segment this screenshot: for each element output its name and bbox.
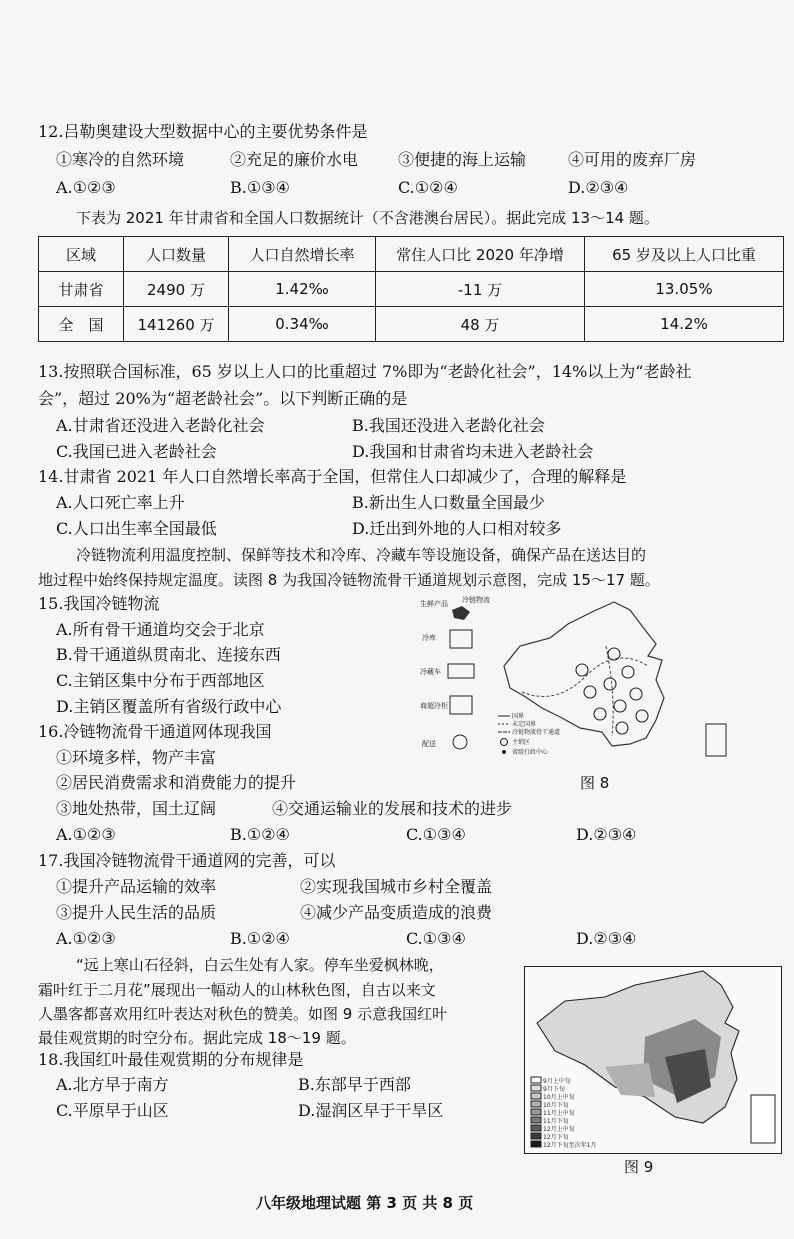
q16-choice-b: B.①②④ bbox=[230, 825, 290, 844]
table-cell: 1.42‰ bbox=[229, 272, 376, 307]
intro15-line2: 地过程中始终保持规定温度。读图 8 为我国冷链物流骨干通道规划示意图，完成 15～17 题。 bbox=[38, 571, 660, 589]
q12-choice-c: C.①②④ bbox=[398, 178, 458, 197]
legend-label: 10月上中旬 bbox=[543, 1094, 575, 1101]
legend-label: 12月下旬 bbox=[543, 1134, 569, 1141]
q16-stem: 16.冷链物流骨干通道网体现我国 bbox=[38, 722, 272, 741]
legend-label: 冷链物流骨干通道 bbox=[512, 729, 561, 736]
table-header-row bbox=[39, 237, 784, 272]
legend-swatch bbox=[531, 1141, 541, 1147]
table-cell: 141260 万 bbox=[124, 307, 229, 342]
q16-choice-a: A.①②③ bbox=[56, 825, 116, 844]
legend-swatch bbox=[531, 1101, 541, 1107]
sales-region-marker bbox=[636, 710, 648, 722]
shop-freezer-icon bbox=[450, 696, 472, 714]
q13-choice-d: D.我国和甘肃省均未进入老龄社会 bbox=[352, 442, 594, 461]
legend-label: 10月下旬 bbox=[543, 1102, 569, 1109]
q17-choice-a: A.①②③ bbox=[56, 929, 116, 948]
table-cell: -11 万 bbox=[376, 272, 585, 307]
q17-stem: 17.我国冷链物流骨干通道网的完善，可以 bbox=[38, 851, 336, 870]
table-row bbox=[39, 272, 784, 307]
legend-label: 国界 bbox=[512, 713, 525, 720]
figure-9-caption: 图 9 bbox=[624, 1158, 654, 1176]
legend-swatch bbox=[531, 1085, 541, 1091]
intro18-line3: 人墨客都喜欢用红叶表达对秋色的赞美。如图 9 示意我国红叶 bbox=[38, 1005, 448, 1023]
table-cell: 0.34‰ bbox=[229, 307, 376, 342]
q14-stem: 14.甘肃省 2021 年人口自然增长率高于全国，但常住人口却减少了，合理的解释是 bbox=[38, 467, 627, 486]
q18-choice-c: C.平原早于山区 bbox=[56, 1101, 169, 1120]
q18-choice-a: A.北方早于南方 bbox=[56, 1075, 169, 1094]
flow-label: 商超冷柜 bbox=[420, 702, 448, 710]
table-cell: 14.2% bbox=[585, 307, 784, 342]
red-leaf-map bbox=[525, 967, 781, 1153]
legend-label: 未定国界 bbox=[512, 721, 537, 728]
q16-option-3: ③地处热带，国土辽阔 bbox=[56, 799, 217, 818]
sales-region-marker bbox=[630, 688, 642, 700]
sales-region-marker bbox=[622, 666, 634, 678]
legend-label: 省级行政中心 bbox=[512, 749, 549, 756]
sales-region-marker bbox=[616, 722, 628, 734]
trunk-route bbox=[522, 658, 648, 696]
q15-choice-a: A.所有骨干通道均交会于北京 bbox=[56, 620, 265, 639]
q16-choice-c: C.①③④ bbox=[406, 825, 466, 844]
q13-choice-c: C.我国已进入老龄社会 bbox=[56, 442, 217, 461]
figure-9 bbox=[524, 966, 782, 1154]
table-header: 常住人口比 2020 年净增 bbox=[376, 237, 585, 272]
intro15-line1: 冷链物流利用温度控制、保鲜等技术和冷库、冷藏车等设施设备，确保产品在送达目的 bbox=[76, 546, 647, 564]
q13-stem-line2: 会”，超过 20%为“超老龄社会”。以下判断正确的是 bbox=[38, 389, 408, 408]
q12-option-1: ①寒冷的自然环境 bbox=[56, 150, 185, 169]
truck-icon bbox=[448, 664, 474, 678]
intro18-line4: 最佳观赏期的时空分布。据此完成 18～19 题。 bbox=[38, 1029, 356, 1047]
q13-choice-a: A.甘肃省还没进入老龄化社会 bbox=[56, 416, 265, 435]
q13-choice-b: B.我国还没进入老龄化社会 bbox=[352, 416, 545, 435]
legend-swatch bbox=[531, 1133, 541, 1139]
table-cell: 2490 万 bbox=[124, 272, 229, 307]
table-intro: 下表为 2021 年甘肃省和全国人口数据统计（不含港澳台居民）。据此完成 13～14 题。 bbox=[76, 209, 659, 227]
population-table bbox=[38, 236, 784, 342]
q15-choice-c: C.主销区集中分布于西部地区 bbox=[56, 671, 265, 690]
region-shade bbox=[605, 1063, 655, 1097]
table-header: 65 岁及以上人口比重 bbox=[585, 237, 784, 272]
q12-option-4: ④可用的废弃厂房 bbox=[568, 150, 697, 169]
q16-choice-d: D.②③④ bbox=[576, 825, 637, 844]
q14-choice-c: C.人口出生率全国最低 bbox=[56, 519, 217, 538]
legend bbox=[531, 1077, 596, 1149]
legend-marker bbox=[502, 750, 506, 754]
q14-choice-d: D.迁出到外地的人口相对较多 bbox=[352, 519, 562, 538]
legend-label: 11月下旬 bbox=[543, 1118, 569, 1125]
q12-choice-b: B.①③④ bbox=[230, 178, 290, 197]
legend-marker bbox=[501, 739, 508, 746]
table-cell: 13.05% bbox=[585, 272, 784, 307]
legend-label: 11月上中旬 bbox=[543, 1110, 575, 1117]
q15-choice-d: D.主销区覆盖所有省级行政中心 bbox=[56, 697, 282, 716]
figure-8 bbox=[416, 596, 734, 776]
sales-region-marker bbox=[608, 648, 620, 660]
q15-choice-b: B.骨干通道纵贯南北、连接东西 bbox=[56, 645, 281, 664]
produce-icon bbox=[452, 606, 470, 620]
legend-swatch bbox=[531, 1125, 541, 1131]
q17-option-3: ③提升人民生活的品质 bbox=[56, 903, 217, 922]
flow-label: 冷库 bbox=[422, 634, 436, 642]
q14-choice-b: B.新出生人口数量全国最少 bbox=[352, 493, 545, 512]
table-row bbox=[39, 307, 784, 342]
q17-option-4: ④减少产品变质造成的浪费 bbox=[300, 903, 493, 922]
q12-option-2: ②充足的廉价水电 bbox=[230, 150, 359, 169]
table-header: 人口自然增长率 bbox=[229, 237, 376, 272]
sales-region-marker bbox=[594, 708, 606, 720]
intro18-line2: 霜叶红于二月花”展现出一幅动人的山林秋色图，自古以来文 bbox=[38, 981, 436, 999]
q17-option-2: ②实现我国城市乡村全覆盖 bbox=[300, 877, 493, 896]
intro18-line1: “远上寒山石径斜，白云生处有人家。停车坐爱枫林晚， bbox=[76, 956, 444, 974]
south-sea-inset bbox=[751, 1095, 775, 1143]
legend-swatch bbox=[531, 1117, 541, 1123]
q17-choice-b: B.①②④ bbox=[230, 929, 290, 948]
table-cell: 48 万 bbox=[376, 307, 585, 342]
table-header: 区域 bbox=[39, 237, 124, 272]
q17-choice-d: D.②③④ bbox=[576, 929, 637, 948]
q16-option-1: ①环境多样，物产丰富 bbox=[56, 748, 217, 767]
q16-option-2: ②居民消费需求和消费能力的提升 bbox=[56, 773, 297, 792]
q17-option-1: ①提升产品运输的效率 bbox=[56, 877, 217, 896]
q13-stem-line1: 13.按照联合国标准，65 岁以上人口的比重超过 7%即为“老龄化社会”，14%以上为“老龄社 bbox=[38, 362, 692, 381]
legend-label: 9月下旬 bbox=[543, 1086, 565, 1093]
sales-region-marker bbox=[576, 664, 588, 676]
q18-stem: 18.我国红叶最佳观赏期的分布规律是 bbox=[38, 1050, 304, 1069]
q12-choice-d: D.②③④ bbox=[568, 178, 629, 197]
cold-storage-icon bbox=[450, 630, 472, 648]
flow-label: 冷藏车 bbox=[420, 668, 441, 676]
q12-stem: 12.吕勒奥建设大型数据中心的主要优势条件是 bbox=[38, 122, 368, 141]
q16-option-4: ④交通运输业的发展和技术的进步 bbox=[272, 799, 513, 818]
sales-region-marker bbox=[584, 686, 596, 698]
flow-title: 冷链物流 bbox=[462, 596, 490, 604]
legend-swatch bbox=[531, 1077, 541, 1083]
south-sea-inset bbox=[706, 724, 726, 756]
figure-8-caption: 图 8 bbox=[580, 774, 610, 792]
legend-swatch bbox=[531, 1093, 541, 1099]
q18-choice-d: D.湿润区早于干旱区 bbox=[298, 1101, 444, 1120]
q12-option-3: ③便捷的海上运输 bbox=[398, 150, 527, 169]
legend-label: 12月下旬至次年1月 bbox=[543, 1142, 597, 1149]
flow-label: 生鲜产品 bbox=[420, 600, 448, 608]
legend-label: 9月上中旬 bbox=[543, 1078, 571, 1085]
q14-choice-a: A.人口死亡率上升 bbox=[56, 493, 185, 512]
sales-region-marker bbox=[614, 700, 626, 712]
table-header: 人口数量 bbox=[124, 237, 229, 272]
q17-choice-c: C.①③④ bbox=[406, 929, 466, 948]
legend-label: 主销区 bbox=[512, 739, 531, 746]
sales-region-marker bbox=[604, 678, 616, 690]
q12-choice-a: A.①②③ bbox=[56, 178, 116, 197]
q15-stem: 15.我国冷链物流 bbox=[38, 594, 160, 613]
flow-label: 配送 bbox=[422, 740, 436, 748]
table-cell: 全 国 bbox=[39, 307, 124, 342]
table-cell: 甘肃省 bbox=[39, 272, 124, 307]
page-footer: 八年级地理试题 第 3 页 共 8 页 bbox=[256, 1194, 474, 1212]
q18-choice-b: B.东部早于西部 bbox=[298, 1075, 411, 1094]
legend-label: 12月上中旬 bbox=[543, 1126, 575, 1133]
legend-swatch bbox=[531, 1109, 541, 1115]
delivery-icon bbox=[453, 735, 467, 749]
cold-chain-map bbox=[416, 596, 734, 776]
